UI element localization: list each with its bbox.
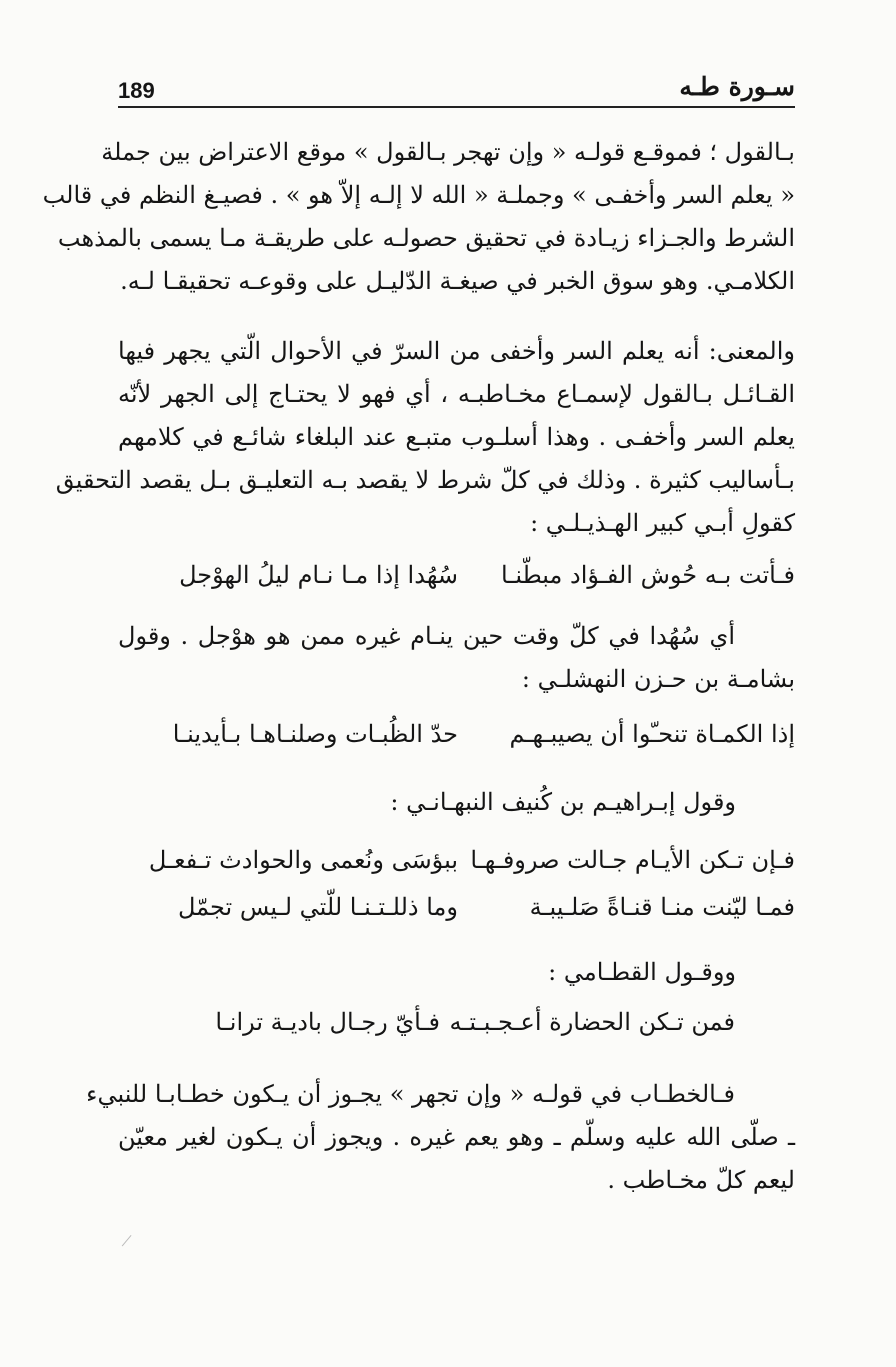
text-line: الكلامـي. وهو سوق الخبر في صيغـة الدّليـل على وقوعـه تحقيقـا لـه. bbox=[120, 267, 795, 295]
page-number: 189 bbox=[118, 78, 155, 103]
verse-second-hemistich: حدّ الظُبـات وصلنـاهـا بـأيدينـا bbox=[172, 720, 458, 748]
verse-first-hemistich: إذا الكمـاة تنحـّوا أن يصيبـهـم bbox=[509, 720, 795, 748]
text-line: أي سُهُدا في كلّ وقت حين ينـام غيره ممن هو هوْجل . وقول bbox=[118, 622, 735, 650]
poem-verse-4 bbox=[118, 885, 795, 929]
verse-second-hemistich: سُهُدا إذا مـا نـام ليلُ الهوْجل bbox=[179, 561, 458, 589]
verse-second-hemistich: وما ذللـتـنـا للّتي لـيس تجمّل bbox=[177, 893, 458, 921]
paragraph-2 bbox=[55, 330, 795, 545]
verse-first-hemistich: فمن تـكن الحضارة أعـجـبـتـه bbox=[449, 1008, 735, 1036]
text-line: والمعنى: أنه يعلم السر وأخفى من السرّ في الأحوال الّتي يجهر فيها bbox=[118, 337, 795, 365]
surah-title: سـورة طـه bbox=[679, 72, 795, 101]
verse-first-hemistich: فـأتت بـه حُوش الفـؤاد مبطّنـا bbox=[501, 561, 795, 589]
text-line: الشرط والجـزاء زيـادة في تحقيق حصولـه على طريقـة مـا يسمى بالمذهب bbox=[57, 224, 795, 252]
text-line: بـالقول ؛ فموقـع قولـه « وإن تهجر بـالقول » موقع الاعتراض بين جملة bbox=[101, 138, 795, 166]
verse-second-hemistich: فـأيّ رجـال باديـة ترانـا bbox=[215, 1008, 440, 1036]
text-line: بشامـة بن حـزن النهشلـي : bbox=[521, 665, 795, 693]
header-rule bbox=[118, 106, 795, 108]
paragraph-3 bbox=[118, 615, 795, 701]
poem-verse-2 bbox=[118, 712, 795, 756]
scan-mark bbox=[122, 1235, 133, 1247]
verse-first-hemistich: فـإن تـكن الأيـام جـالت صروفـهـا bbox=[470, 846, 795, 874]
poem-verse-5 bbox=[170, 1000, 735, 1044]
paragraph-1 bbox=[42, 131, 795, 303]
text-line: ليعم كلّ مخـاطب . bbox=[607, 1166, 795, 1194]
text-line: « يعلم السر وأخفـى » وجملـة « الله لا إلـه إلاّ هو » . فصيـغ النظم في قالب bbox=[42, 181, 795, 209]
poem-verse-3 bbox=[118, 838, 795, 882]
poem-verse-1 bbox=[118, 553, 795, 597]
paragraph-4 bbox=[86, 1073, 795, 1202]
page-header bbox=[118, 70, 795, 108]
verse-intro: وقول إبـراهيـم بن كُنيف النبهـانـي : bbox=[390, 788, 736, 816]
text-line: ـ صلّى الله عليه وسلّم ـ وهو يعم غيره . ويجوز أن يـكون لغير معيّن bbox=[118, 1123, 795, 1151]
text-line: كقولِ أبـي كبير الهـذيـلـي : bbox=[530, 509, 795, 537]
text-line: القـائـل بـالقول لإسمـاع مخـاطبـه ، أي فهو لا يحتـاج إلى الجهر لأنّه bbox=[118, 380, 795, 408]
verse-intro: ووقـول القطـامي : bbox=[548, 958, 736, 986]
verse-second-hemistich: ببؤسَى ونُعمى والحوادث تـفعـل bbox=[148, 846, 458, 874]
text-line: بـأساليب كثيرة . وذلك في كلّ شرط لا يقصد بـه التعليـق بـل يقصد التحقيق bbox=[55, 466, 795, 494]
verse-first-hemistich: فمـا ليّنت منـا قنـاةً صَلـيبـة bbox=[529, 893, 795, 921]
text-line: يعلم السر وأخفـى . وهذا أسلـوب متبـع عند البلغاء شائـع في كلامهم bbox=[118, 423, 795, 451]
text-line: فـالخطـاب في قولـه « وإن تجهر » يجـوز أن يـكون خطـابـا للنبيء bbox=[86, 1080, 735, 1108]
